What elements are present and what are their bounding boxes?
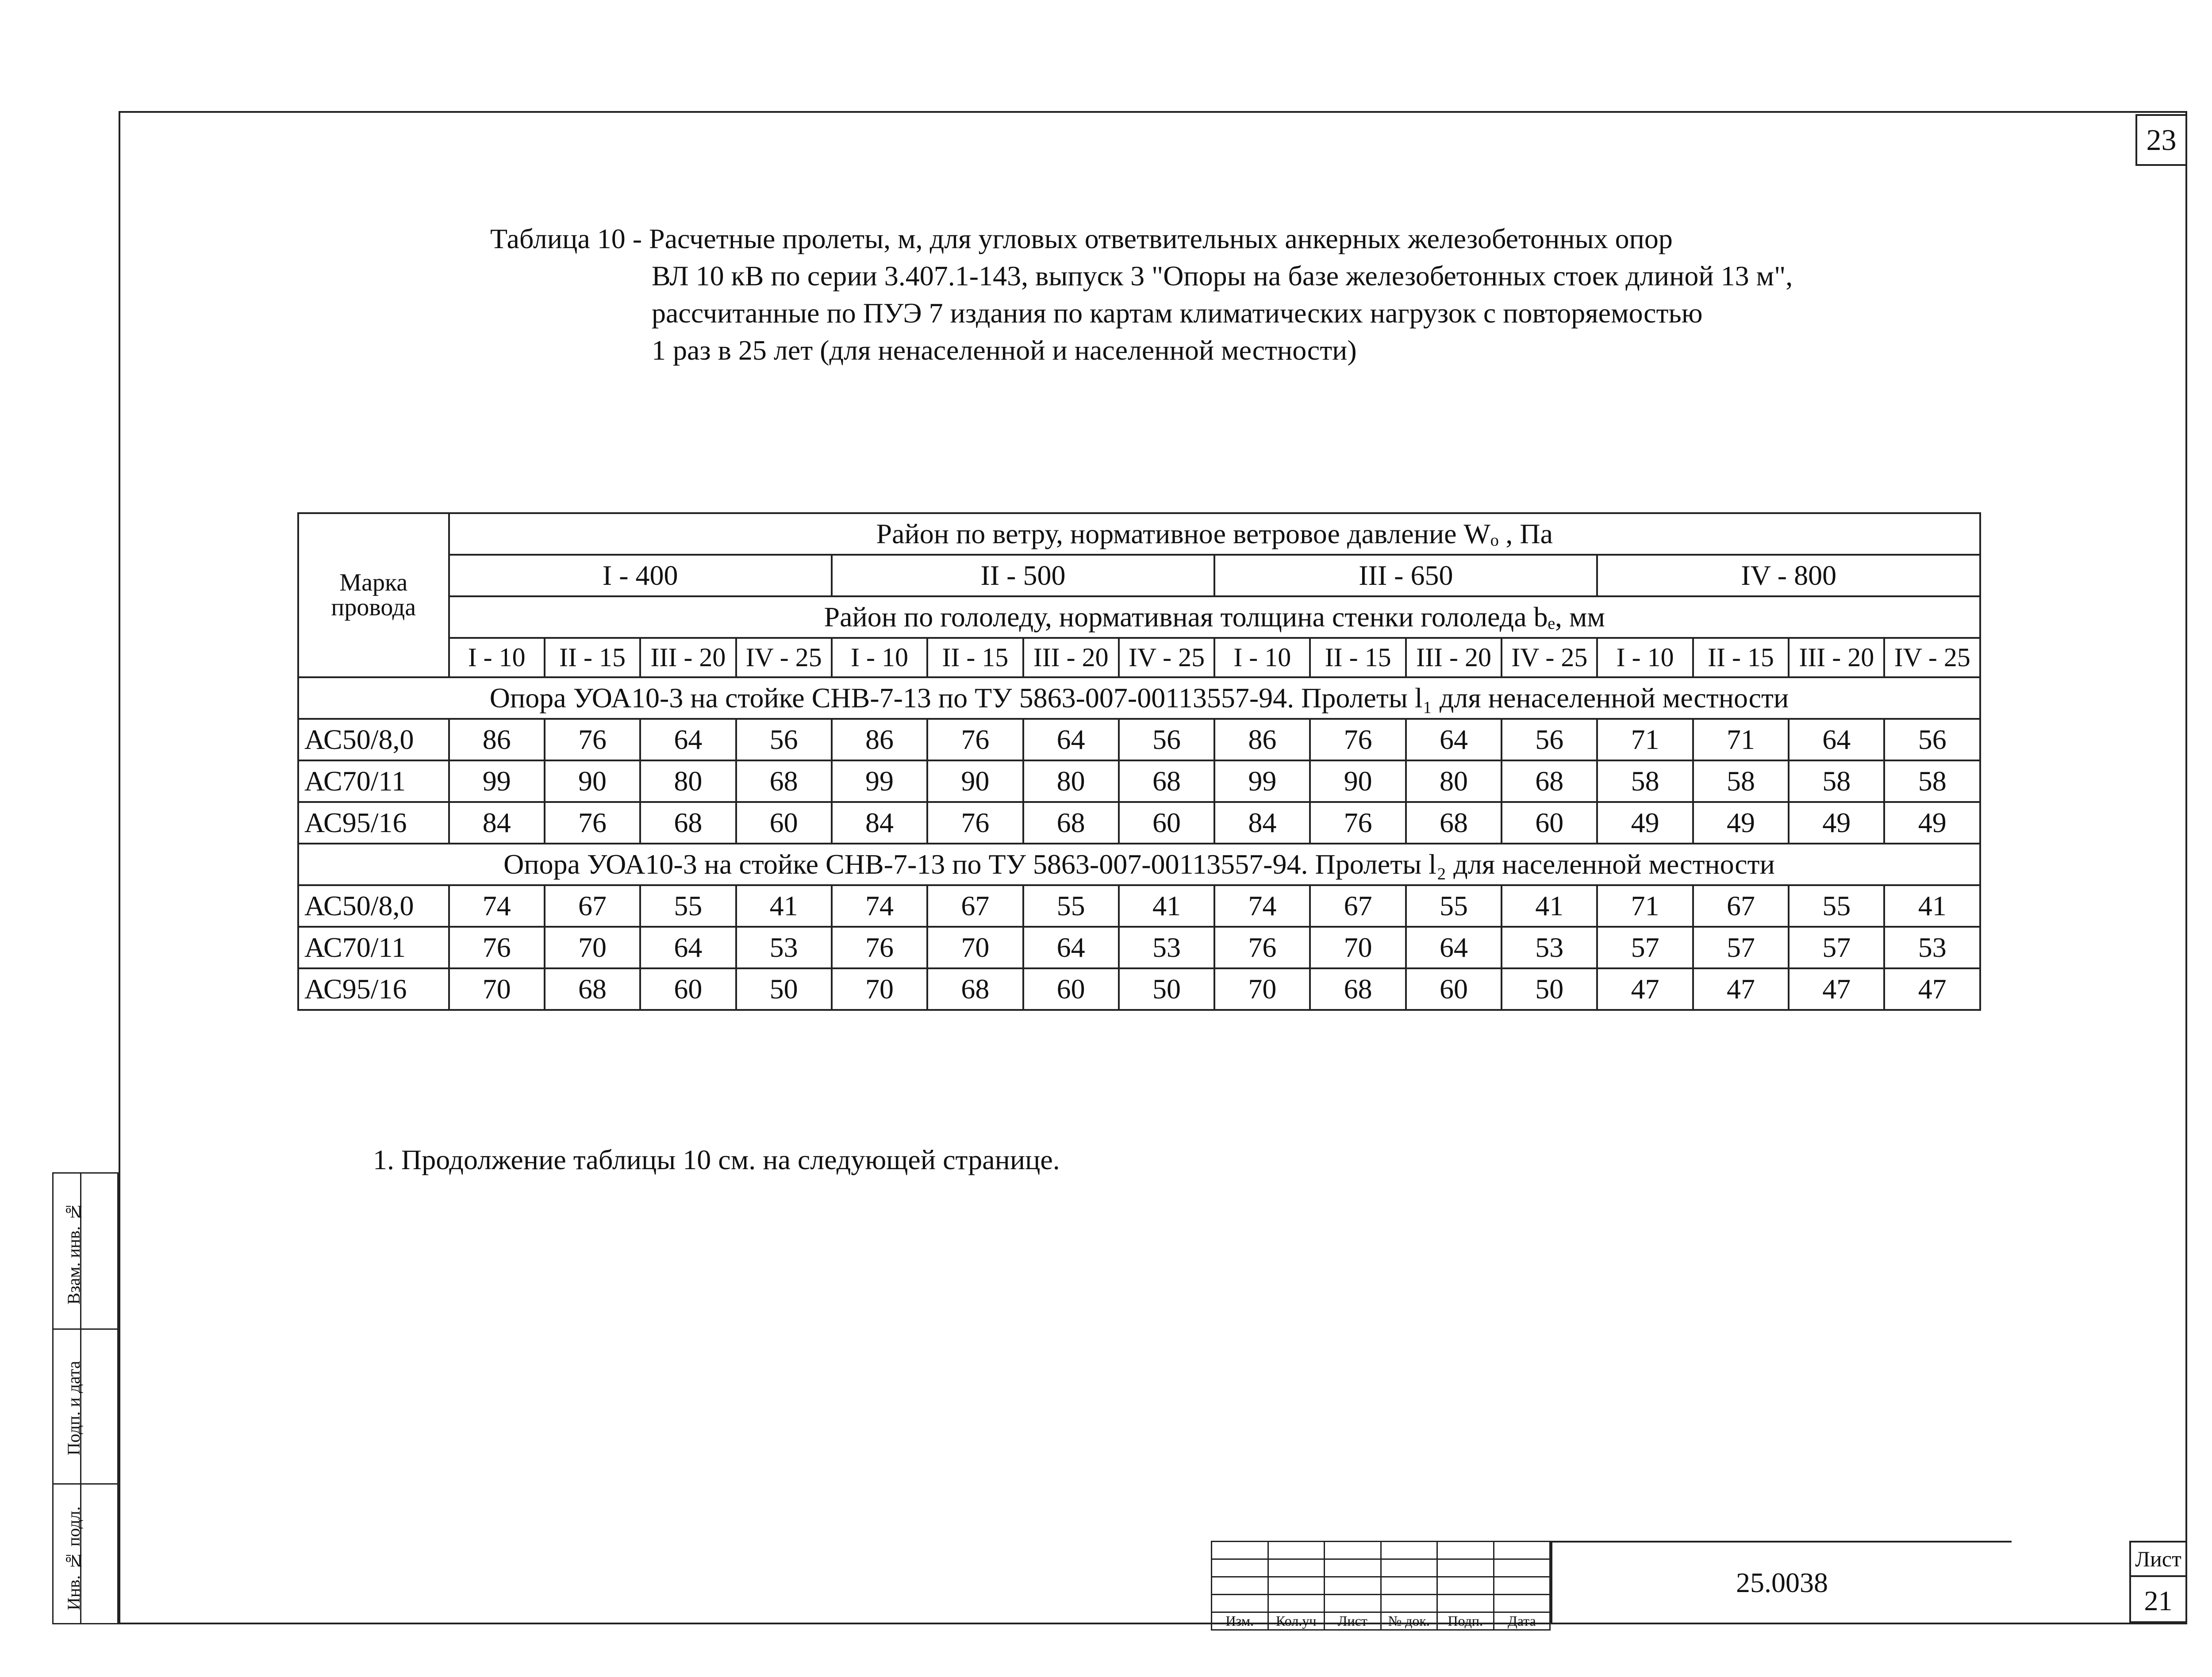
table-row bbox=[298, 719, 1980, 760]
span-value-cell: 60 bbox=[1119, 802, 1214, 844]
span-value-cell: 55 bbox=[1789, 885, 1884, 927]
span-value-cell: 57 bbox=[1693, 927, 1789, 968]
span-value-cell: 68 bbox=[545, 968, 640, 1010]
stamp-label-count: Кол.уч bbox=[1268, 1612, 1325, 1630]
span-value-cell: 64 bbox=[1023, 719, 1119, 760]
top-sheet-number: 23 bbox=[2135, 114, 2187, 166]
ice-zone-cell: II - 15 bbox=[545, 638, 640, 677]
header-row-wind-zones bbox=[298, 555, 1980, 596]
span-value-cell: 71 bbox=[1597, 719, 1693, 760]
wire-cell: АС50/8,0 bbox=[298, 719, 449, 760]
side-stamp bbox=[52, 1172, 119, 1624]
span-value-cell: 86 bbox=[1214, 719, 1310, 760]
header-row-ice bbox=[298, 596, 1980, 638]
wire-cell: АС95/16 bbox=[298, 802, 449, 844]
section2-title-row bbox=[298, 844, 1980, 885]
ice-zone-cell: IV - 25 bbox=[1502, 638, 1597, 677]
caption-line-2: ВЛ 10 кВ по серии 3.407.1-143, выпуск 3 "Опоры на базе железобетонных стоек длиной 13 м", bbox=[652, 260, 1793, 292]
side-label-inv: Инв. № подл. bbox=[64, 1506, 84, 1611]
span-value-cell: 76 bbox=[1310, 802, 1406, 844]
span-value-cell: 64 bbox=[1406, 927, 1502, 968]
ice-header-cell: Район по гололеду, нормативная толщина стенки гололеда bₑ, мм bbox=[449, 596, 1980, 638]
table-row bbox=[298, 760, 1980, 802]
span-value-cell: 68 bbox=[927, 968, 1023, 1010]
ice-zone-cell: III - 20 bbox=[640, 638, 736, 677]
span-value-cell: 68 bbox=[736, 760, 832, 802]
span-value-cell: 68 bbox=[1119, 760, 1214, 802]
span-value-cell: 86 bbox=[832, 719, 927, 760]
revision-grid bbox=[1211, 1541, 1551, 1631]
span-value-cell: 76 bbox=[545, 719, 640, 760]
span-value-cell: 41 bbox=[736, 885, 832, 927]
sheet-label: Лист bbox=[2131, 1543, 2185, 1577]
wind-zone-cell: IV - 800 bbox=[1597, 555, 1980, 596]
span-value-cell: 84 bbox=[449, 802, 545, 844]
span-value-cell: 60 bbox=[736, 802, 832, 844]
footnote: 1. Продолжение таблицы 10 см. на следующей странице. bbox=[373, 1144, 1060, 1175]
span-value-cell: 76 bbox=[545, 802, 640, 844]
span-value-cell: 55 bbox=[1023, 885, 1119, 927]
table-row bbox=[298, 802, 1980, 844]
ice-zone-cell: III - 20 bbox=[1789, 638, 1884, 677]
span-value-cell: 70 bbox=[545, 927, 640, 968]
span-value-cell: 58 bbox=[1597, 760, 1693, 802]
span-value-cell: 49 bbox=[1884, 802, 1980, 844]
ice-zone-cell: I - 10 bbox=[449, 638, 545, 677]
span-value-cell: 60 bbox=[1406, 968, 1502, 1010]
span-value-cell: 56 bbox=[1884, 719, 1980, 760]
span-value-cell: 49 bbox=[1789, 802, 1884, 844]
span-value-cell: 90 bbox=[927, 760, 1023, 802]
span-value-cell: 68 bbox=[640, 802, 736, 844]
span-value-cell: 76 bbox=[832, 927, 927, 968]
span-value-cell: 74 bbox=[1214, 885, 1310, 927]
span-value-cell: 68 bbox=[1502, 760, 1597, 802]
span-value-cell: 64 bbox=[1789, 719, 1884, 760]
span-value-cell: 53 bbox=[1119, 927, 1214, 968]
wire-cell: АС70/11 bbox=[298, 927, 449, 968]
span-value-cell: 84 bbox=[832, 802, 927, 844]
ice-zone-cell: II - 15 bbox=[927, 638, 1023, 677]
span-value-cell: 68 bbox=[1406, 802, 1502, 844]
spans-table bbox=[297, 512, 1981, 1011]
side-label-replace: Взам. инв. № bbox=[64, 1201, 84, 1305]
span-value-cell: 74 bbox=[449, 885, 545, 927]
section1-title-cell: Опора УОА10-3 на стойке СНВ-7-13 по ТУ 5863-007-00113557-94. Пролеты l₁ для ненаселенной местности bbox=[298, 677, 1980, 719]
stamp-label-doc: № док. bbox=[1381, 1612, 1437, 1630]
document-code: 25.0038 bbox=[1551, 1541, 2012, 1623]
span-value-cell: 58 bbox=[1693, 760, 1789, 802]
span-value-cell: 76 bbox=[927, 719, 1023, 760]
span-value-cell: 53 bbox=[1884, 927, 1980, 968]
span-value-cell: 47 bbox=[1597, 968, 1693, 1010]
caption-line-1: Таблица 10 - Расчетные пролеты, м, для угловых ответвительных анкерных железобетонных опор bbox=[490, 223, 1673, 254]
ice-zone-cell: II - 15 bbox=[1310, 638, 1406, 677]
span-value-cell: 41 bbox=[1502, 885, 1597, 927]
caption-line-3: рассчитанные по ПУЭ 7 издания по картам климатических нагрузок с повторяемостью bbox=[652, 297, 1703, 329]
table-caption bbox=[490, 220, 1793, 369]
span-value-cell: 49 bbox=[1693, 802, 1789, 844]
span-value-cell: 70 bbox=[1310, 927, 1406, 968]
ice-zone-cell: II - 15 bbox=[1693, 638, 1789, 677]
wire-cell: АС95/16 bbox=[298, 968, 449, 1010]
span-value-cell: 70 bbox=[1214, 968, 1310, 1010]
span-value-cell: 67 bbox=[927, 885, 1023, 927]
stamp-label-date: Дата bbox=[1494, 1612, 1550, 1630]
span-value-cell: 50 bbox=[736, 968, 832, 1010]
wire-header-cell: Марка провода bbox=[298, 513, 449, 677]
span-value-cell: 60 bbox=[640, 968, 736, 1010]
span-value-cell: 80 bbox=[640, 760, 736, 802]
span-value-cell: 67 bbox=[545, 885, 640, 927]
span-value-cell: 76 bbox=[927, 802, 1023, 844]
span-value-cell: 60 bbox=[1023, 968, 1119, 1010]
caption-line-4: 1 раз в 25 лет (для ненаселенной и населенной местности) bbox=[652, 334, 1357, 366]
span-value-cell: 67 bbox=[1693, 885, 1789, 927]
ice-zone-cell: III - 20 bbox=[1406, 638, 1502, 677]
span-value-cell: 68 bbox=[1023, 802, 1119, 844]
span-value-cell: 80 bbox=[1023, 760, 1119, 802]
span-value-cell: 76 bbox=[1214, 927, 1310, 968]
header-row-wind bbox=[298, 513, 1980, 555]
span-value-cell: 60 bbox=[1502, 802, 1597, 844]
span-value-cell: 70 bbox=[832, 968, 927, 1010]
span-value-cell: 56 bbox=[1119, 719, 1214, 760]
ice-zone-cell: IV - 25 bbox=[1119, 638, 1214, 677]
span-value-cell: 70 bbox=[927, 927, 1023, 968]
title-block bbox=[1211, 1541, 2187, 1629]
span-value-cell: 70 bbox=[449, 968, 545, 1010]
span-value-cell: 56 bbox=[736, 719, 832, 760]
stamp-label-sheet: Лист bbox=[1325, 1612, 1381, 1630]
sheet-number: 21 bbox=[2144, 1585, 2173, 1616]
table-row bbox=[298, 885, 1980, 927]
ice-zone-cell: IV - 25 bbox=[1884, 638, 1980, 677]
span-value-cell: 71 bbox=[1693, 719, 1789, 760]
wind-zone-cell: I - 400 bbox=[449, 555, 832, 596]
span-value-cell: 99 bbox=[449, 760, 545, 802]
span-value-cell: 47 bbox=[1789, 968, 1884, 1010]
span-value-cell: 56 bbox=[1502, 719, 1597, 760]
section2-title-cell: Опора УОА10-3 на стойке СНВ-7-13 по ТУ 5863-007-00113557-94. Пролеты l₂ для населенной местности bbox=[298, 844, 1980, 885]
span-value-cell: 86 bbox=[449, 719, 545, 760]
stamp-label-sign: Подп. bbox=[1437, 1612, 1494, 1630]
span-value-cell: 58 bbox=[1884, 760, 1980, 802]
span-value-cell: 57 bbox=[1597, 927, 1693, 968]
section1-title-row bbox=[298, 677, 1980, 719]
span-value-cell: 99 bbox=[1214, 760, 1310, 802]
span-value-cell: 99 bbox=[832, 760, 927, 802]
header-row-ice-zones bbox=[298, 638, 1980, 677]
wire-cell: АС50/8,0 bbox=[298, 885, 449, 927]
ice-zone-cell: I - 10 bbox=[1214, 638, 1310, 677]
side-label-sign: Подп. и дата bbox=[64, 1361, 84, 1455]
span-value-cell: 47 bbox=[1693, 968, 1789, 1010]
span-value-cell: 67 bbox=[1310, 885, 1406, 927]
span-value-cell: 58 bbox=[1789, 760, 1884, 802]
span-value-cell: 47 bbox=[1884, 968, 1980, 1010]
span-value-cell: 64 bbox=[640, 927, 736, 968]
span-value-cell: 74 bbox=[832, 885, 927, 927]
table-row bbox=[298, 968, 1980, 1010]
ice-zone-cell: IV - 25 bbox=[736, 638, 832, 677]
span-value-cell: 90 bbox=[545, 760, 640, 802]
span-value-cell: 71 bbox=[1597, 885, 1693, 927]
span-value-cell: 80 bbox=[1406, 760, 1502, 802]
ice-zone-cell: I - 10 bbox=[1597, 638, 1693, 677]
span-value-cell: 84 bbox=[1214, 802, 1310, 844]
span-value-cell: 76 bbox=[1310, 719, 1406, 760]
span-value-cell: 50 bbox=[1502, 968, 1597, 1010]
wire-cell: АС70/11 bbox=[298, 760, 449, 802]
span-value-cell: 49 bbox=[1597, 802, 1693, 844]
span-value-cell: 90 bbox=[1310, 760, 1406, 802]
span-value-cell: 41 bbox=[1884, 885, 1980, 927]
span-value-cell: 76 bbox=[449, 927, 545, 968]
span-value-cell: 53 bbox=[736, 927, 832, 968]
wind-zone-cell: II - 500 bbox=[832, 555, 1214, 596]
stamp-label-change: Изм. bbox=[1212, 1612, 1268, 1630]
span-value-cell: 53 bbox=[1502, 927, 1597, 968]
span-value-cell: 41 bbox=[1119, 885, 1214, 927]
span-value-cell: 57 bbox=[1789, 927, 1884, 968]
span-value-cell: 64 bbox=[1406, 719, 1502, 760]
span-value-cell: 64 bbox=[1023, 927, 1119, 968]
span-value-cell: 55 bbox=[1406, 885, 1502, 927]
span-value-cell: 68 bbox=[1310, 968, 1406, 1010]
wind-zone-cell: III - 650 bbox=[1214, 555, 1597, 596]
span-value-cell: 50 bbox=[1119, 968, 1214, 1010]
wind-header-cell: Район по ветру, нормативное ветровое давление Wₒ , Па bbox=[449, 513, 1980, 555]
span-value-cell: 64 bbox=[640, 719, 736, 760]
ice-zone-cell: III - 20 bbox=[1023, 638, 1119, 677]
span-value-cell: 55 bbox=[640, 885, 736, 927]
sheet-number-box bbox=[2129, 1541, 2187, 1623]
ice-zone-cell: I - 10 bbox=[832, 638, 927, 677]
table-row bbox=[298, 927, 1980, 968]
